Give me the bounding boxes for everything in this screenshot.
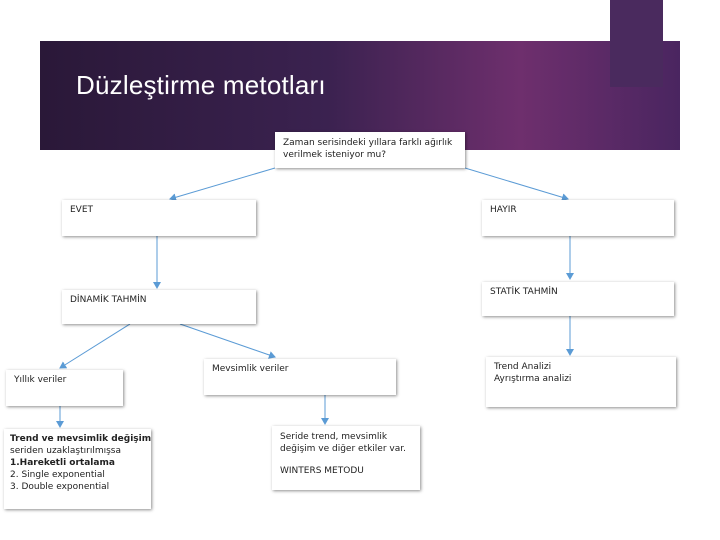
seride-trend-line-1: Seride trend, mevsimlik xyxy=(280,432,388,442)
trend-mevsimlik-line-2: seriden uzaklaştırılmışsa xyxy=(10,446,121,456)
dinamik-tahmin-box xyxy=(62,290,256,324)
yillik-veriler-label: Yıllık veriler xyxy=(14,375,67,385)
seride-trend-gap xyxy=(280,455,412,465)
seride-trend-box xyxy=(272,426,420,490)
arrow-question-to-hayir xyxy=(465,168,568,199)
trend-analizi-line-1: Trend Analizi xyxy=(494,362,552,372)
dinamik-tahmin-label: DİNAMİK TAHMİN xyxy=(70,295,147,305)
mevsimlik-veriler-box xyxy=(204,359,396,395)
trend-mevsimlik-box xyxy=(4,429,151,509)
evet-label: EVET xyxy=(70,205,94,215)
trend-mevsimlik-line-5: 3. Double exponential xyxy=(10,482,110,492)
trend-analizi-box xyxy=(486,357,676,407)
seride-trend-line-3: WINTERS METODU xyxy=(280,466,364,476)
question-line-2: verilmek isteniyor mu? xyxy=(283,150,387,160)
hayir-box xyxy=(482,200,674,236)
arrow-dinamik-to-mevsimlik xyxy=(180,324,275,357)
arrow-dinamik-to-yillik xyxy=(60,324,130,368)
seride-trend-line-2: değişim ve diğer etkiler var. xyxy=(280,444,406,454)
mevsimlik-veriler-label: Mevsimlik veriler xyxy=(212,364,289,374)
slide-title: Düzleştirme metotları xyxy=(76,70,326,100)
question-box xyxy=(275,132,465,168)
trend-mevsimlik-line-1: Trend ve mevsimlik değişim xyxy=(10,434,152,444)
statik-tahmin-box xyxy=(482,282,674,316)
yillik-veriler-box xyxy=(6,370,123,406)
arrow-question-to-evet xyxy=(170,168,275,199)
evet-box xyxy=(62,200,256,236)
hayir-label: HAYIR xyxy=(490,205,517,215)
trend-mevsimlik-line-3: 1.Hareketli ortalama xyxy=(10,458,115,468)
question-line-1: Zaman serisindeki yıllara farklı ağırlık xyxy=(283,138,453,148)
trend-analizi-line-2: Ayrıştırma analizi xyxy=(494,374,572,384)
statik-tahmin-label: STATİK TAHMİN xyxy=(490,287,558,297)
trend-mevsimlik-line-4: 2. Single exponential xyxy=(10,470,105,480)
